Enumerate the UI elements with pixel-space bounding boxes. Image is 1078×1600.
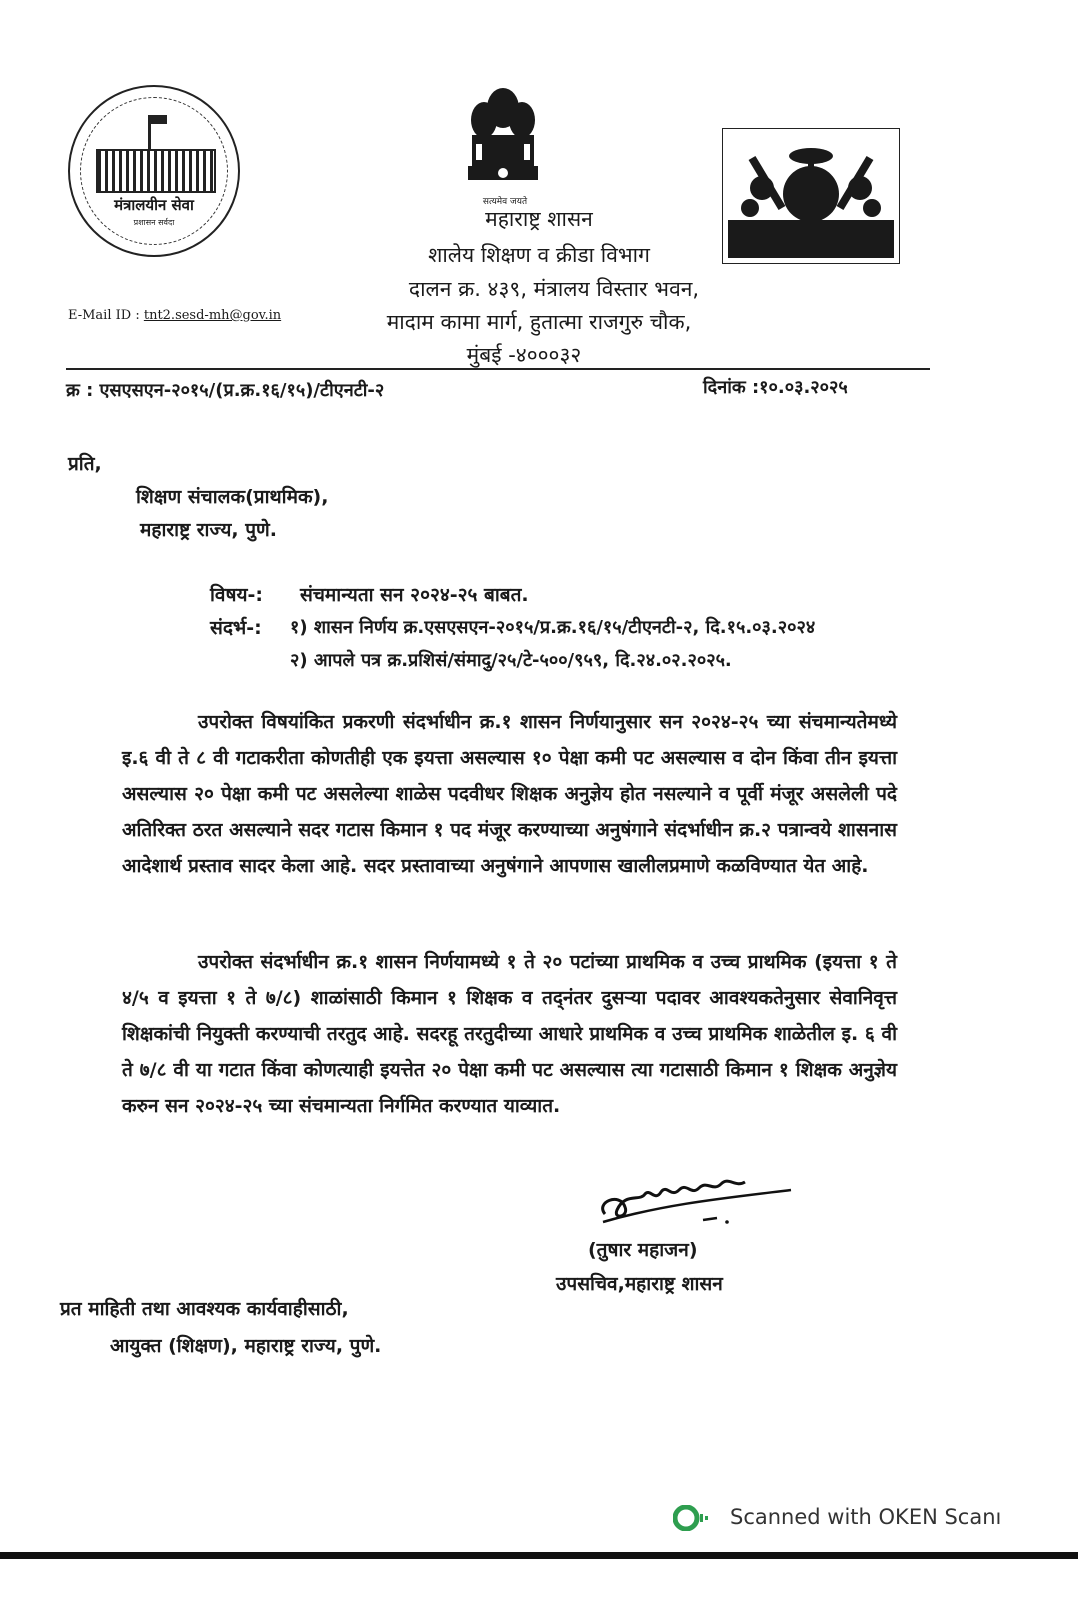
recipient-line-2: महाराष्ट्र राज्य, पुणे. xyxy=(140,519,277,541)
bottom-edge xyxy=(0,1552,1078,1559)
reference-number: क्र : एसएसएन-२०१५/(प्र.क्र.१६/१५)/टीएनटी-२ xyxy=(66,380,385,401)
header-department: शालेय शिक्षण व क्रीडा विभाग xyxy=(428,243,650,267)
copy-line-1: प्रत माहिती तथा आवश्यक कार्यवाहीसाठी, xyxy=(60,1298,349,1320)
seal-text: मंत्रालयीन सेवा xyxy=(114,196,194,214)
header-address-2: मादाम कामा मार्ग, हुतात्मा राजगुरु चौक, xyxy=(386,310,692,334)
letter-date: दिनांक :१०.०३.२०२५ xyxy=(703,377,848,398)
seal-subtext: प्रशासन सर्वदा xyxy=(133,218,175,227)
prati: प्रति, xyxy=(68,453,102,475)
scanner-logo-icon xyxy=(673,1505,711,1531)
header-address-3: मुंबई -४०००३२ xyxy=(466,343,582,367)
paragraph-1: उपरोक्त विषयांकित प्रकरणी संदर्भाधीन क्र.१ शासन निर्णयानुसार सन २०२४-२५ च्या संचमान्यतेमध्ये इ.६ वी ते ८ वी गटाकरीता कोणतीही एक इयत्ता असल्यास १० पेक्षा कमी पट असल्यास व दोन किंवा तीन इयत्ता असल्यास २० पेक्षा कमी पट असलेल्या शाळेस पदवीधर शिक्षक अनुज्ञेय होत नसल्याने व पूर्वी मंजूर असलेली पदे अतिरिक्त ठरत असल्याने सदर गटास किमान १ पद मंजूर करण्याच्या अनुषंगाने संदर्भाधीन क्र.२ पत्रान्वये शासनास आदेशार्थ प्रस्ताव सादर केला आहे. सदर प्रस्तावाच्या अनुषंगाने आपणास खालीलप्रमाणे कळविण्यात येत आहे. xyxy=(122,711,897,877)
copy-line-2: आयुक्त (शिक्षण), महाराष्ट्र राज्य, पुणे. xyxy=(110,1335,382,1357)
reference-2: २) आपले पत्र क्र.प्रशिसं/संमादु/२५/टे-५००/९५९, दि.२४.०२.२०२५. xyxy=(290,650,732,671)
signatory-designation: उपसचिव,महाराष्ट्र शासन xyxy=(556,1273,723,1295)
email-label: E-Mail ID : xyxy=(68,308,144,323)
reference-1: १) शासन निर्णय क्र.एसएसएन-२०१५/प्र.क्र.१६/१५/टीएनटी-२, दि.१५.०३.२०२४ xyxy=(290,617,816,638)
subject-label: विषय-: xyxy=(210,584,263,606)
emblem-caption: सत्यमेव जयते xyxy=(482,197,528,207)
references-label: संदर्भ-: xyxy=(210,617,262,639)
header-address-1: दालन क्र. ४३९, मंत्रालय विस्तार भवन, xyxy=(408,277,700,301)
subject-text: संचमान्यता सन २०२४-२५ बाबत. xyxy=(300,584,529,606)
header-divider xyxy=(66,368,930,370)
signatory-name: (तुषार महाजन) xyxy=(588,1239,698,1261)
header-govt: महाराष्ट्र शासन xyxy=(485,207,593,231)
email-address: tnt2.sesd-mh@gov.in xyxy=(143,308,282,323)
email-line xyxy=(68,308,281,323)
paragraph-2: उपरोक्त संदर्भाधीन क्र.१ शासन निर्णयामध्ये १ ते २० पटांच्या प्राथमिक व उच्च प्राथमिक (इयत्ता १ ते ४/५ व इयत्ता १ ते ७/८) शाळांसाठी किमान १ शिक्षक व तद्नंतर दुसऱ्या पदावर आवश्यकतेनुसार सेवानिवृत्त शिक्षकांची नियुक्ती करण्याची तरतुद आहे. सदरहू तरतुदीच्या आधारे प्राथमिक व उच्च प्राथमिक शाळेतील इ. ६ वी ते ७/८ वी या गटात किंवा कोणत्याही इयत्तेत २० पेक्षा कमी पट असल्यास त्या गटासाठी किमान १ शिक्षक अनुज्ञेय करुन सन २०२४-२५ च्या संचमान्यता निर्गमित करण्यात याव्यात. xyxy=(122,951,897,1117)
national-emblem-icon xyxy=(462,80,544,202)
scanner-watermark: Scanned with OKEN Scanı xyxy=(730,1505,1002,1529)
recipient-line-1: शिक्षण संचालक(प्राथमिक), xyxy=(136,486,329,508)
signature-icon xyxy=(595,1162,795,1232)
